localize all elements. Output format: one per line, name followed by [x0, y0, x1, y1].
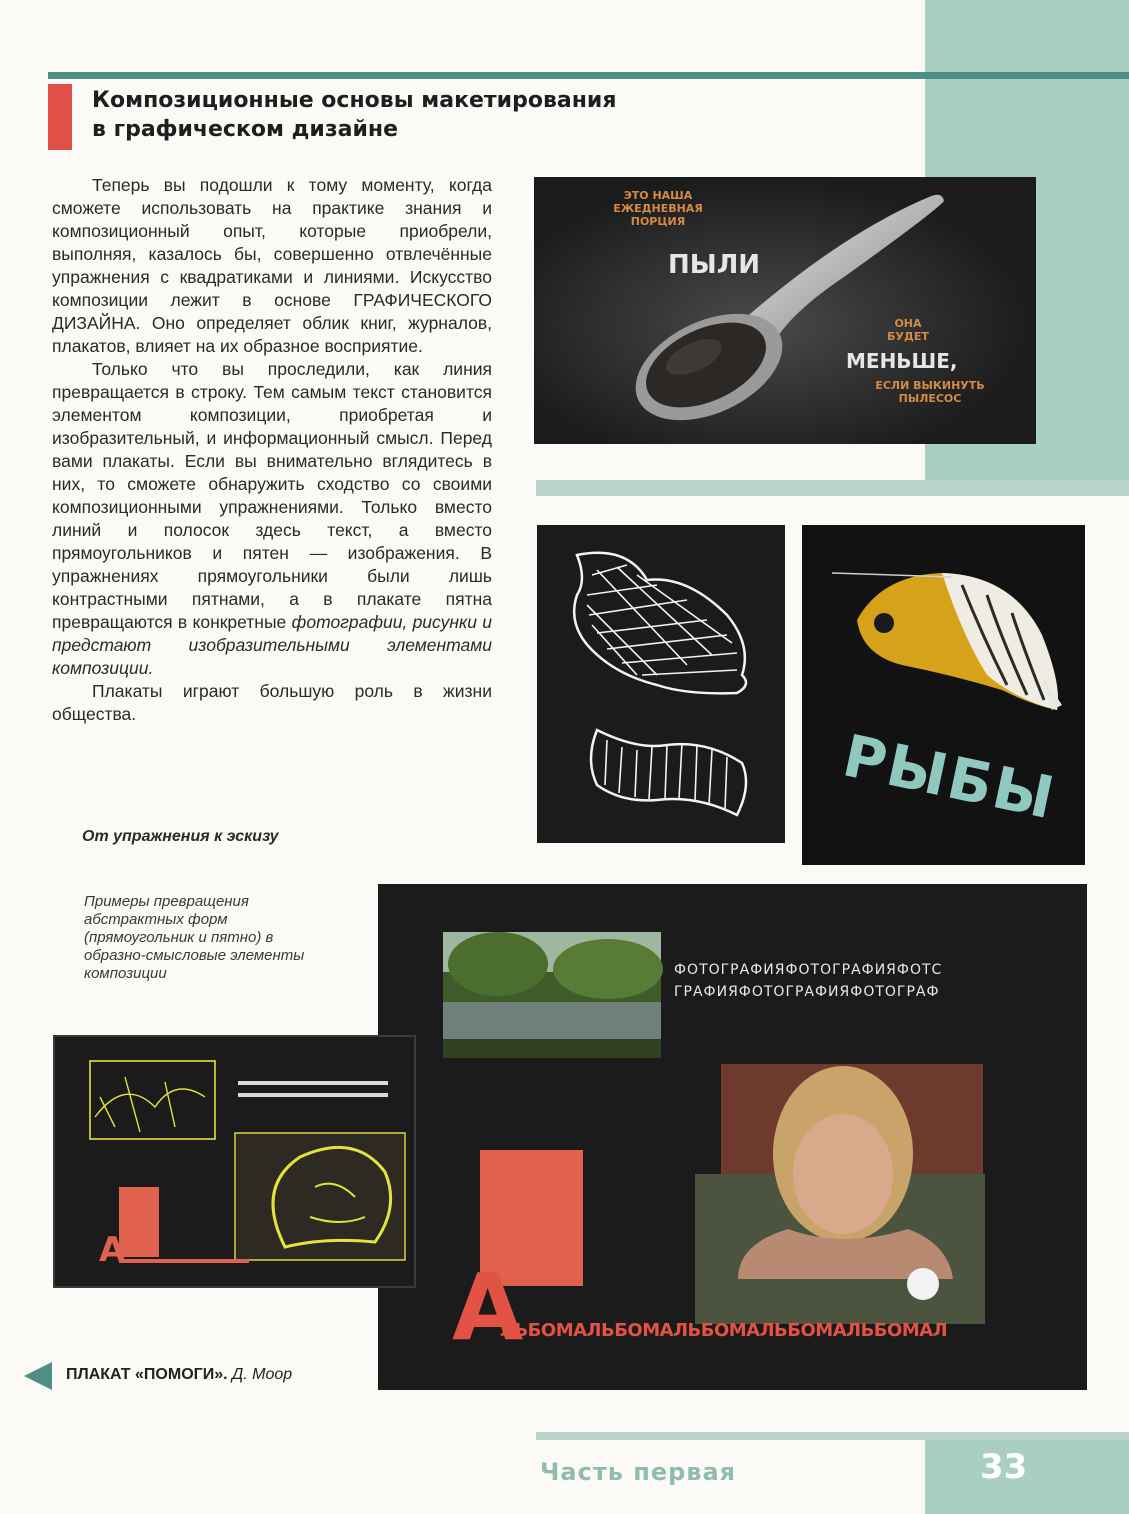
album-big-letter: А: [452, 1254, 524, 1361]
body-paragraph-3: Плакаты играют большую роль в жизни общества.: [52, 681, 492, 724]
poster-credit: [66, 1366, 292, 1384]
fish-poster-word: РЫБЫ: [837, 721, 1062, 833]
album-photo-line-2: ГРАФИЯФОТОГРАФИЯФОТОГРАФ: [674, 984, 940, 1000]
dust-poster-mid-text: ОНА БУДЕТ: [887, 317, 929, 343]
body-paragraph-2-text: Только что вы проследили, как линия превращается в строку. Тем самым текст становится элементом композиции, приобретая и изобразительный, и информационный смысл. Перед вами плакаты. Если вы внимательно вглядитесь в них, то сможете обнаружить сходство со своими композиционными упражнениями. Только вместо линий и полосок здесь текст, а вместо прямоугольников и пятен — изображения. В упражнениях прямоугольники были лишь контрастными пятнами, а в плакате пятна превращаются в конкретные: [52, 359, 492, 632]
fish-sketch-poster: [537, 525, 785, 843]
page-title-line-1: Композиционные основы макетирования: [92, 88, 617, 113]
caption-examples: Примеры превращения абстрактных форм (прямоугольник и пятно) в образно-смысловые элементы композиции: [84, 893, 305, 982]
body-paragraph-1: Теперь вы подошли к тому моменту, когда сможете использовать на практике знания и композиционный опыт, которые приобрели, выполняя, казалось бы, совершенно отвлечённые упражнения с квадратиками и линиями. Искусство композиции лежит в основе ГРАФИЧЕСКОГО ДИЗАЙНА. Оно определяет облик книг, журналов, плакатов, влияет на их образное восприятие.: [52, 175, 492, 356]
dust-poster-word-dust: ПЫЛИ: [668, 250, 761, 280]
small-sketch-poster: [53, 1035, 416, 1288]
top-rule: [48, 72, 1129, 79]
fish-poster: [802, 525, 1085, 865]
album-poster: [378, 884, 1087, 1390]
part-label: Часть первая: [540, 1458, 737, 1486]
fish-sketch-drawing: [537, 525, 785, 843]
page-title: [92, 86, 812, 144]
album-word-line: ЛЬБОМАЛЬБОМАЛЬБОМАЛЬБОМАЛЬБОМАЛ: [500, 1320, 948, 1341]
body-text: [52, 174, 492, 726]
mid-color-band: [536, 480, 1129, 496]
title-accent-bar: [48, 84, 72, 150]
page-title-line-2: в графическом дизайне: [92, 117, 399, 142]
poster-credit-author: Д. Моор: [232, 1366, 293, 1383]
dust-poster-word-less: МЕНЬШЕ,: [846, 349, 958, 373]
dust-poster-bottom-text: ЕСЛИ ВЫКИНУТЬ ПЫЛЕСОС: [875, 379, 985, 405]
caption-arrow-icon: [24, 1362, 52, 1390]
body-paragraph-2-italic: фотографии, рисунки и предстают изобразительными элементами композиции.: [52, 612, 492, 678]
album-photo-line-1: ФОТОГРАФИЯФОТОГРАФИЯФОТС: [674, 962, 943, 978]
poster-credit-title: ПЛАКАТ «ПОМОГИ».: [66, 1366, 228, 1383]
dust-poster-top-text: ЭТО НАША ЕЖЕДНЕВНАЯ ПОРЦИЯ: [613, 189, 703, 228]
page-number: 33: [980, 1447, 1028, 1487]
small-poster-letter: А: [99, 1230, 126, 1270]
body-paragraph-2: [52, 358, 492, 680]
dust-poster: [534, 177, 1036, 444]
caption-exercise-to-sketch: От упражнения к эскизу: [82, 828, 279, 845]
bottom-rule: [536, 1432, 1129, 1440]
